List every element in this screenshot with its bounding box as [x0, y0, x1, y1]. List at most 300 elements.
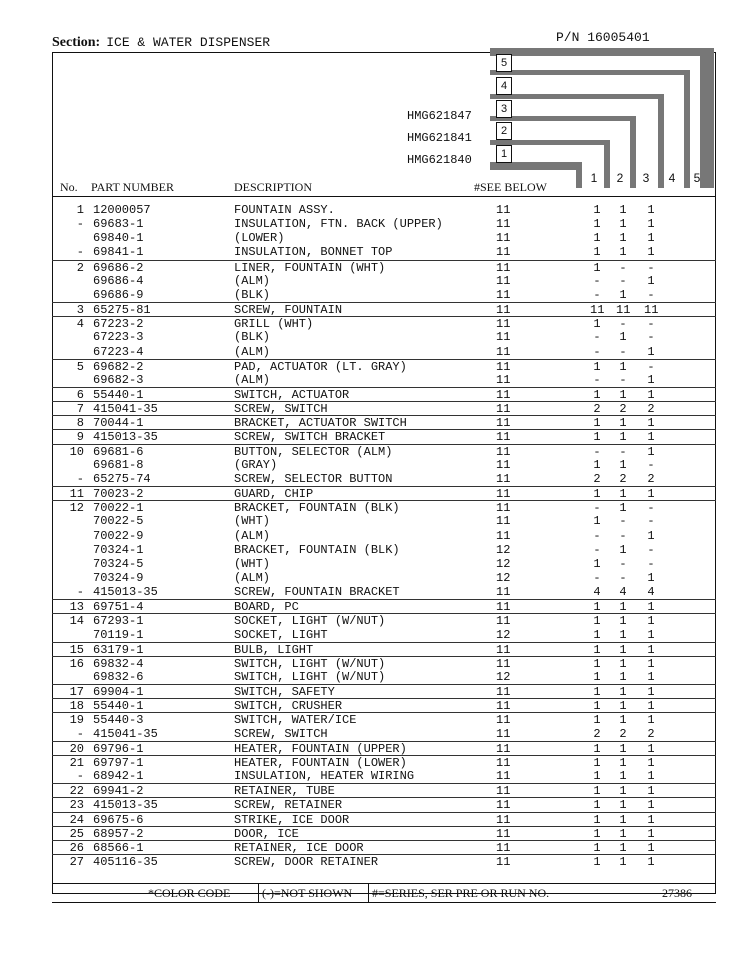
quantity-col-2: 1	[619, 388, 627, 402]
quantity-col-2: -	[619, 528, 627, 543]
part-description: SCREW, FOUNTAIN	[234, 303, 343, 318]
quantity-col-3: 1	[647, 416, 655, 431]
part-description: FOUNTAIN ASSY.	[234, 203, 335, 217]
series-number: 11	[496, 430, 511, 445]
series-number: 12	[496, 556, 511, 571]
header-see-below: #SEE BELOW	[474, 180, 547, 194]
quantity-col-2: 1	[619, 685, 627, 700]
item-number: 19	[69, 713, 84, 728]
part-description: GRILL (WHT)	[234, 317, 314, 332]
quantity-col-1: 1	[593, 755, 601, 770]
quantity-col-3: 1	[647, 430, 655, 445]
header-rule	[52, 196, 716, 197]
item-number: 4	[76, 317, 84, 332]
item-number: 3	[76, 303, 84, 318]
table-row	[52, 359, 716, 374]
part-description: SCREW, SELECTOR BUTTON	[234, 471, 393, 486]
header-description: DESCRIPTION	[234, 180, 313, 194]
quantity-col-2: 4	[619, 585, 627, 599]
series-number: 11	[496, 303, 511, 318]
quantity-col-2: 1	[619, 217, 627, 232]
item-number: 2	[76, 260, 84, 275]
section-label: Section:	[52, 35, 101, 50]
quantity-col-2: 1	[619, 741, 627, 756]
quantity-col-2: 1	[619, 600, 627, 615]
part-description: BULB, LIGHT	[234, 642, 314, 657]
part-description: (BLK)	[234, 287, 271, 302]
series-number: 11	[496, 528, 511, 543]
part-number: 65275-74	[93, 471, 151, 486]
item-number: 21	[69, 755, 84, 770]
table-row	[52, 330, 716, 344]
table-row	[52, 203, 716, 217]
quantity-col-3: 1	[647, 812, 655, 827]
part-number: 69832-4	[93, 656, 144, 671]
quantity-col-1: 4	[593, 585, 601, 599]
footer-divider	[368, 884, 369, 902]
part-number: 67293-1	[93, 614, 144, 629]
part-description: BRACKET, FOUNTAIN (BLK)	[234, 501, 400, 516]
quantity-col-2: 1	[619, 656, 627, 671]
quantity-col-3: 1	[647, 245, 655, 260]
series-number: 11	[496, 585, 511, 599]
part-description: SCREW, SWITCH	[234, 402, 328, 417]
series-number: 11	[496, 260, 511, 275]
item-number: -	[76, 245, 84, 260]
quantity-col-3: 1	[647, 614, 655, 629]
quantity-col-1: 1	[593, 627, 601, 642]
series-number: 11	[496, 769, 511, 783]
part-number: 70324-1	[93, 542, 144, 557]
series-number: 11	[496, 330, 511, 345]
series-number: 11	[496, 501, 511, 516]
part-description: DOOR, ICE	[234, 826, 299, 841]
series-number: 11	[496, 854, 511, 869]
column-number: 1	[590, 171, 598, 185]
table-row	[52, 783, 716, 798]
part-number: 67223-4	[93, 344, 144, 359]
table-row	[52, 316, 716, 331]
part-description: (ALM)	[234, 570, 271, 585]
series-number: 11	[496, 388, 511, 402]
item-number: 5	[76, 359, 84, 374]
part-number: 69682-3	[93, 372, 144, 387]
column-box: 2	[496, 122, 512, 140]
quantity-col-1: 11	[590, 303, 605, 318]
quantity-col-3: 1	[647, 231, 655, 246]
quantity-col-2: 1	[619, 203, 627, 217]
quantity-col-1: 1	[593, 826, 601, 841]
table-row	[52, 302, 716, 317]
quantity-col-2: 1	[619, 245, 627, 260]
series-number: 11	[496, 600, 511, 615]
table-row	[52, 557, 716, 571]
quantity-col-1: -	[593, 444, 601, 459]
quantity-col-1: -	[593, 330, 601, 345]
table-row	[52, 599, 716, 614]
table-row	[52, 486, 716, 501]
series-number: 11	[496, 642, 511, 657]
table-row	[52, 755, 716, 770]
part-description: (BLK)	[234, 330, 271, 345]
quantity-col-2: 1	[619, 287, 627, 302]
part-number: 69840-1	[93, 231, 144, 246]
part-description: BOARD, PC	[234, 600, 299, 615]
part-description: RETAINER, TUBE	[234, 784, 335, 799]
header-shade	[658, 94, 664, 188]
quantity-col-3: 1	[647, 444, 655, 459]
quantity-col-3: -	[647, 287, 655, 302]
series-number: 11	[496, 359, 511, 374]
quantity-col-2: 1	[619, 614, 627, 629]
table-row	[52, 826, 716, 841]
quantity-col-2: 1	[619, 416, 627, 431]
header-part-number: PART NUMBER	[91, 180, 174, 194]
quantity-col-2: 2	[619, 471, 627, 486]
part-number: 415041-35	[93, 402, 158, 417]
quantity-col-3: -	[647, 359, 655, 374]
quantity-col-3: 1	[647, 741, 655, 756]
item-number: -	[76, 471, 84, 486]
table-row	[52, 345, 716, 359]
quantity-col-1: 1	[593, 556, 601, 571]
quantity-col-2: 1	[619, 457, 627, 472]
quantity-col-1: 1	[593, 217, 601, 232]
series-number: 11	[496, 317, 511, 332]
part-number: 69796-1	[93, 741, 144, 756]
series-number: 11	[496, 287, 511, 302]
section-value: ICE & WATER DISPENSER	[106, 35, 271, 50]
table-row	[52, 812, 716, 827]
part-description: STRIKE, ICE DOOR	[234, 812, 350, 827]
quantity-col-3: 2	[647, 471, 655, 486]
part-description: RETAINER, ICE DOOR	[234, 840, 364, 855]
quantity-col-1: 1	[593, 670, 601, 684]
part-description: INSULATION, HEATER WIRING	[234, 769, 415, 783]
table-row	[52, 415, 716, 430]
quantity-col-2: 1	[619, 784, 627, 799]
header-shade	[490, 70, 690, 75]
model-name: HMG621847	[407, 109, 472, 123]
quantity-col-1: 1	[593, 514, 601, 529]
series-number: 11	[496, 457, 511, 472]
quantity-col-3: 1	[647, 784, 655, 799]
quantity-col-3: 1	[647, 203, 655, 217]
quantity-col-1: 2	[593, 471, 601, 486]
series-number: 12	[496, 627, 511, 642]
quantity-col-3: -	[647, 556, 655, 571]
quantity-col-3: 1	[647, 372, 655, 387]
quantity-col-3: 1	[647, 217, 655, 232]
quantity-col-1: -	[593, 528, 601, 543]
part-number: 65275-81	[93, 303, 151, 318]
quantity-col-3: 1	[647, 273, 655, 288]
item-number: 10	[69, 444, 84, 459]
header-shade	[490, 48, 714, 56]
series-number: 11	[496, 372, 511, 387]
quantity-col-3: -	[647, 501, 655, 516]
quantity-col-2: 1	[619, 670, 627, 684]
quantity-col-1: 1	[593, 685, 601, 700]
series-number: 11	[496, 614, 511, 629]
part-description: SWITCH, LIGHT (W/NUT)	[234, 656, 386, 671]
quantity-col-2: -	[619, 444, 627, 459]
quantity-col-1: 1	[593, 260, 601, 275]
item-number: 24	[69, 812, 84, 827]
quantity-col-2: 1	[619, 487, 627, 501]
table-row	[52, 472, 716, 486]
quantity-col-2: -	[619, 344, 627, 359]
column-number: 3	[642, 171, 650, 185]
table-row	[52, 543, 716, 557]
quantity-col-3: 1	[647, 699, 655, 714]
quantity-col-1: 1	[593, 784, 601, 799]
series-number: 11	[496, 812, 511, 827]
item-number: 13	[69, 600, 84, 615]
part-description: SOCKET, LIGHT (W/NUT)	[234, 614, 386, 629]
part-number: 55440-3	[93, 713, 144, 728]
part-number: 69751-4	[93, 600, 144, 615]
part-number: 69841-1	[93, 245, 144, 260]
part-number: 70324-5	[93, 556, 144, 571]
table-row	[52, 373, 716, 387]
series-number: 12	[496, 670, 511, 684]
part-number: 67223-3	[93, 330, 144, 345]
item-number: -	[76, 217, 84, 232]
quantity-col-1: -	[593, 344, 601, 359]
item-number: 20	[69, 741, 84, 756]
quantity-col-3: -	[647, 514, 655, 529]
header-shade	[576, 162, 582, 188]
part-description: (GRAY)	[234, 457, 278, 472]
section-heading	[52, 35, 270, 51]
part-number: 63179-1	[93, 642, 144, 657]
part-description: BUTTON, SELECTOR (ALM)	[234, 444, 393, 459]
quantity-col-1: 1	[593, 245, 601, 260]
item-number: 25	[69, 826, 84, 841]
quantity-col-2: 11	[616, 303, 631, 318]
table-row	[52, 727, 716, 741]
quantity-col-1: 1	[593, 699, 601, 714]
quantity-col-2: 1	[619, 501, 627, 516]
part-number: 67223-2	[93, 317, 144, 332]
part-number: 68566-1	[93, 840, 144, 855]
table-row	[52, 628, 716, 642]
item-number: -	[76, 769, 84, 783]
part-description: SWITCH, SAFETY	[234, 685, 335, 700]
quantity-col-2: 1	[619, 330, 627, 345]
part-number: 69681-8	[93, 457, 144, 472]
series-number: 11	[496, 699, 511, 714]
quantity-col-1: 1	[593, 798, 601, 813]
column-number: 2	[616, 171, 624, 185]
table-row	[52, 670, 716, 684]
quantity-col-3: 2	[647, 402, 655, 417]
part-number: 69681-6	[93, 444, 144, 459]
header-shade	[604, 140, 610, 188]
series-number: 11	[496, 344, 511, 359]
quantity-col-3: 1	[647, 487, 655, 501]
quantity-col-3: 1	[647, 854, 655, 869]
part-description: (ALM)	[234, 528, 271, 543]
quantity-col-3: 1	[647, 670, 655, 684]
table-row	[52, 274, 716, 288]
item-number: -	[76, 585, 84, 599]
quantity-col-1: 1	[593, 430, 601, 445]
quantity-col-3: 1	[647, 388, 655, 402]
part-number: 69686-4	[93, 273, 144, 288]
part-number: 55440-1	[93, 388, 144, 402]
header-shade	[700, 48, 714, 188]
column-box: 4	[496, 77, 512, 95]
part-number: 70119-1	[93, 627, 144, 642]
part-description: BRACKET, FOUNTAIN (BLK)	[234, 542, 400, 557]
table-row	[52, 260, 716, 275]
quantity-col-3: -	[647, 457, 655, 472]
item-number: 6	[76, 388, 84, 402]
table-footer	[52, 883, 716, 903]
column-number: 5	[693, 171, 701, 185]
part-number-header: P/N 16005401	[556, 30, 650, 45]
table-row	[52, 288, 716, 302]
part-number: 69675-6	[93, 812, 144, 827]
quantity-col-3: -	[647, 330, 655, 345]
item-number: 27	[69, 854, 84, 869]
item-number: 22	[69, 784, 84, 799]
quantity-col-2: 1	[619, 359, 627, 374]
series-number: 11	[496, 713, 511, 728]
quantity-col-3: 1	[647, 344, 655, 359]
part-description: (WHT)	[234, 514, 271, 529]
quantity-col-2: -	[619, 556, 627, 571]
quantity-col-1: -	[593, 273, 601, 288]
quantity-col-2: -	[619, 260, 627, 275]
series-number: 11	[496, 514, 511, 529]
part-description: (ALM)	[234, 372, 271, 387]
item-number: 16	[69, 656, 84, 671]
part-description: SCREW, RETAINER	[234, 798, 343, 813]
quantity-col-1: -	[593, 501, 601, 516]
table-row	[52, 741, 716, 756]
part-description: SWITCH, LIGHT (W/NUT)	[234, 670, 386, 684]
quantity-col-2: 2	[619, 402, 627, 417]
table-row	[52, 656, 716, 671]
quantity-col-2: 1	[619, 542, 627, 557]
footer-not-shown: (-)=NOT SHOWN	[262, 886, 353, 900]
part-number: 70022-1	[93, 501, 144, 516]
series-number: 12	[496, 542, 511, 557]
quantity-col-2: -	[619, 372, 627, 387]
quantity-col-3: -	[647, 317, 655, 332]
part-number: 69797-1	[93, 755, 144, 770]
item-number: 12	[69, 501, 84, 516]
header-shade	[490, 162, 582, 170]
part-description: (WHT)	[234, 556, 271, 571]
part-description: BRACKET, ACTUATOR SWITCH	[234, 416, 407, 431]
part-description: SCREW, SWITCH BRACKET	[234, 430, 386, 445]
column-box: 3	[496, 100, 512, 118]
table-row	[52, 217, 716, 231]
table-row	[52, 245, 716, 259]
part-number: 415041-35	[93, 726, 158, 741]
part-description: INSULATION, BONNET TOP	[234, 245, 393, 260]
model-name: HMG621840	[407, 153, 472, 167]
quantity-col-1: 1	[593, 317, 601, 332]
part-number: 68942-1	[93, 769, 144, 783]
quantity-col-1: -	[593, 287, 601, 302]
quantity-col-3: -	[647, 260, 655, 275]
table-row	[52, 840, 716, 855]
quantity-col-3: 1	[647, 528, 655, 543]
quantity-col-3: 1	[647, 755, 655, 770]
quantity-col-2: 1	[619, 430, 627, 445]
item-number: 14	[69, 614, 84, 629]
quantity-col-1: -	[593, 570, 601, 585]
part-number: 69904-1	[93, 685, 144, 700]
part-number: 69686-9	[93, 287, 144, 302]
table-row	[52, 387, 716, 402]
part-number: 70022-5	[93, 514, 144, 529]
quantity-col-2: 1	[619, 231, 627, 246]
part-number: 68957-2	[93, 826, 144, 841]
item-number: 8	[76, 416, 84, 431]
header-shade	[490, 94, 664, 99]
quantity-col-2: -	[619, 570, 627, 585]
part-description: PAD, ACTUATOR (LT. GRAY)	[234, 359, 407, 374]
quantity-col-1: 2	[593, 402, 601, 417]
table-row	[52, 613, 716, 628]
part-description: SCREW, DOOR RETAINER	[234, 854, 379, 869]
part-number: 70324-9	[93, 570, 144, 585]
part-description: INSULATION, FTN. BACK (UPPER)	[234, 217, 443, 232]
part-description: (ALM)	[234, 344, 271, 359]
table-row	[52, 529, 716, 543]
series-number: 11	[496, 273, 511, 288]
item-number: 23	[69, 798, 84, 813]
table-row	[52, 444, 716, 459]
item-number: -	[76, 726, 84, 741]
table-row	[52, 797, 716, 812]
table-row	[52, 698, 716, 713]
quantity-col-1: 1	[593, 388, 601, 402]
series-number: 11	[496, 402, 511, 417]
table-row	[52, 500, 716, 515]
quantity-col-2: -	[619, 317, 627, 332]
table-row	[52, 458, 716, 472]
item-number: 11	[69, 487, 84, 501]
item-number: 7	[76, 402, 84, 417]
series-number: 11	[496, 217, 511, 232]
quantity-col-1: 1	[593, 416, 601, 431]
quantity-col-3: 11	[644, 303, 659, 318]
footer-divider	[258, 884, 259, 902]
part-number: 415013-35	[93, 585, 158, 599]
quantity-col-2: 1	[619, 755, 627, 770]
series-number: 11	[496, 741, 511, 756]
quantity-col-1: 1	[593, 203, 601, 217]
model-name: HMG621841	[407, 131, 472, 145]
part-description: SOCKET, LIGHT	[234, 627, 328, 642]
quantity-col-1: 1	[593, 854, 601, 869]
quantity-col-2: -	[619, 514, 627, 529]
series-number: 12	[496, 570, 511, 585]
item-number: 18	[69, 699, 84, 714]
quantity-col-2: 1	[619, 713, 627, 728]
quantity-col-2: 1	[619, 769, 627, 783]
quantity-col-2: 1	[619, 798, 627, 813]
series-number: 11	[496, 203, 511, 217]
quantity-col-1: 2	[593, 726, 601, 741]
